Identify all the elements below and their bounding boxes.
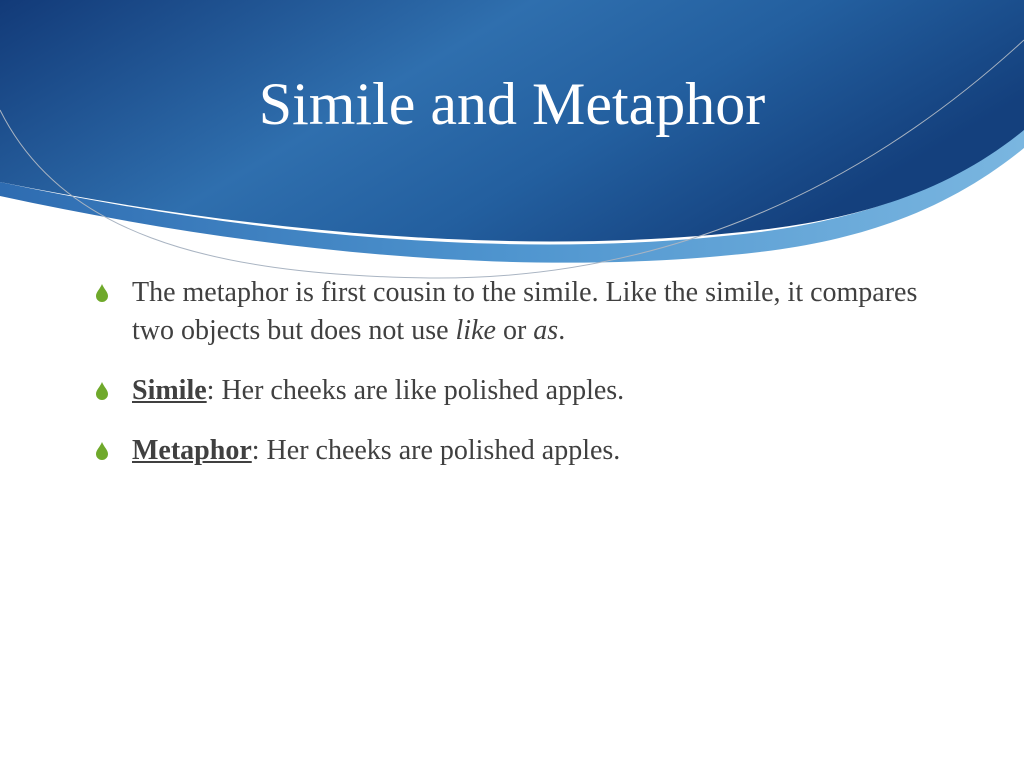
header-swoosh-banner — [0, 0, 1024, 300]
drop-icon — [95, 284, 109, 302]
bullet-text: or — [495, 315, 534, 346]
emphasis-as: as — [533, 315, 559, 346]
term-simile: Simile — [132, 375, 207, 406]
drop-icon — [95, 382, 109, 400]
term-metaphor: Metaphor — [132, 435, 252, 466]
bullet-item — [95, 274, 955, 350]
emphasis-like: like — [455, 315, 496, 346]
bullet-item — [95, 372, 955, 410]
bullet-text: : Her cheeks are polished apples. — [251, 435, 621, 466]
bullet-item — [95, 432, 955, 470]
bullet-text: The metaphor is first cousin to the simile. Like the simile, it compares two objects but does not use — [132, 277, 918, 346]
slide-title: Simile and Metaphor — [258, 71, 766, 137]
drop-icon — [95, 442, 109, 460]
bullet-text: . — [558, 315, 566, 346]
bullet-list — [95, 274, 955, 492]
bullet-text: : Her cheeks are like polished apples. — [206, 375, 625, 406]
